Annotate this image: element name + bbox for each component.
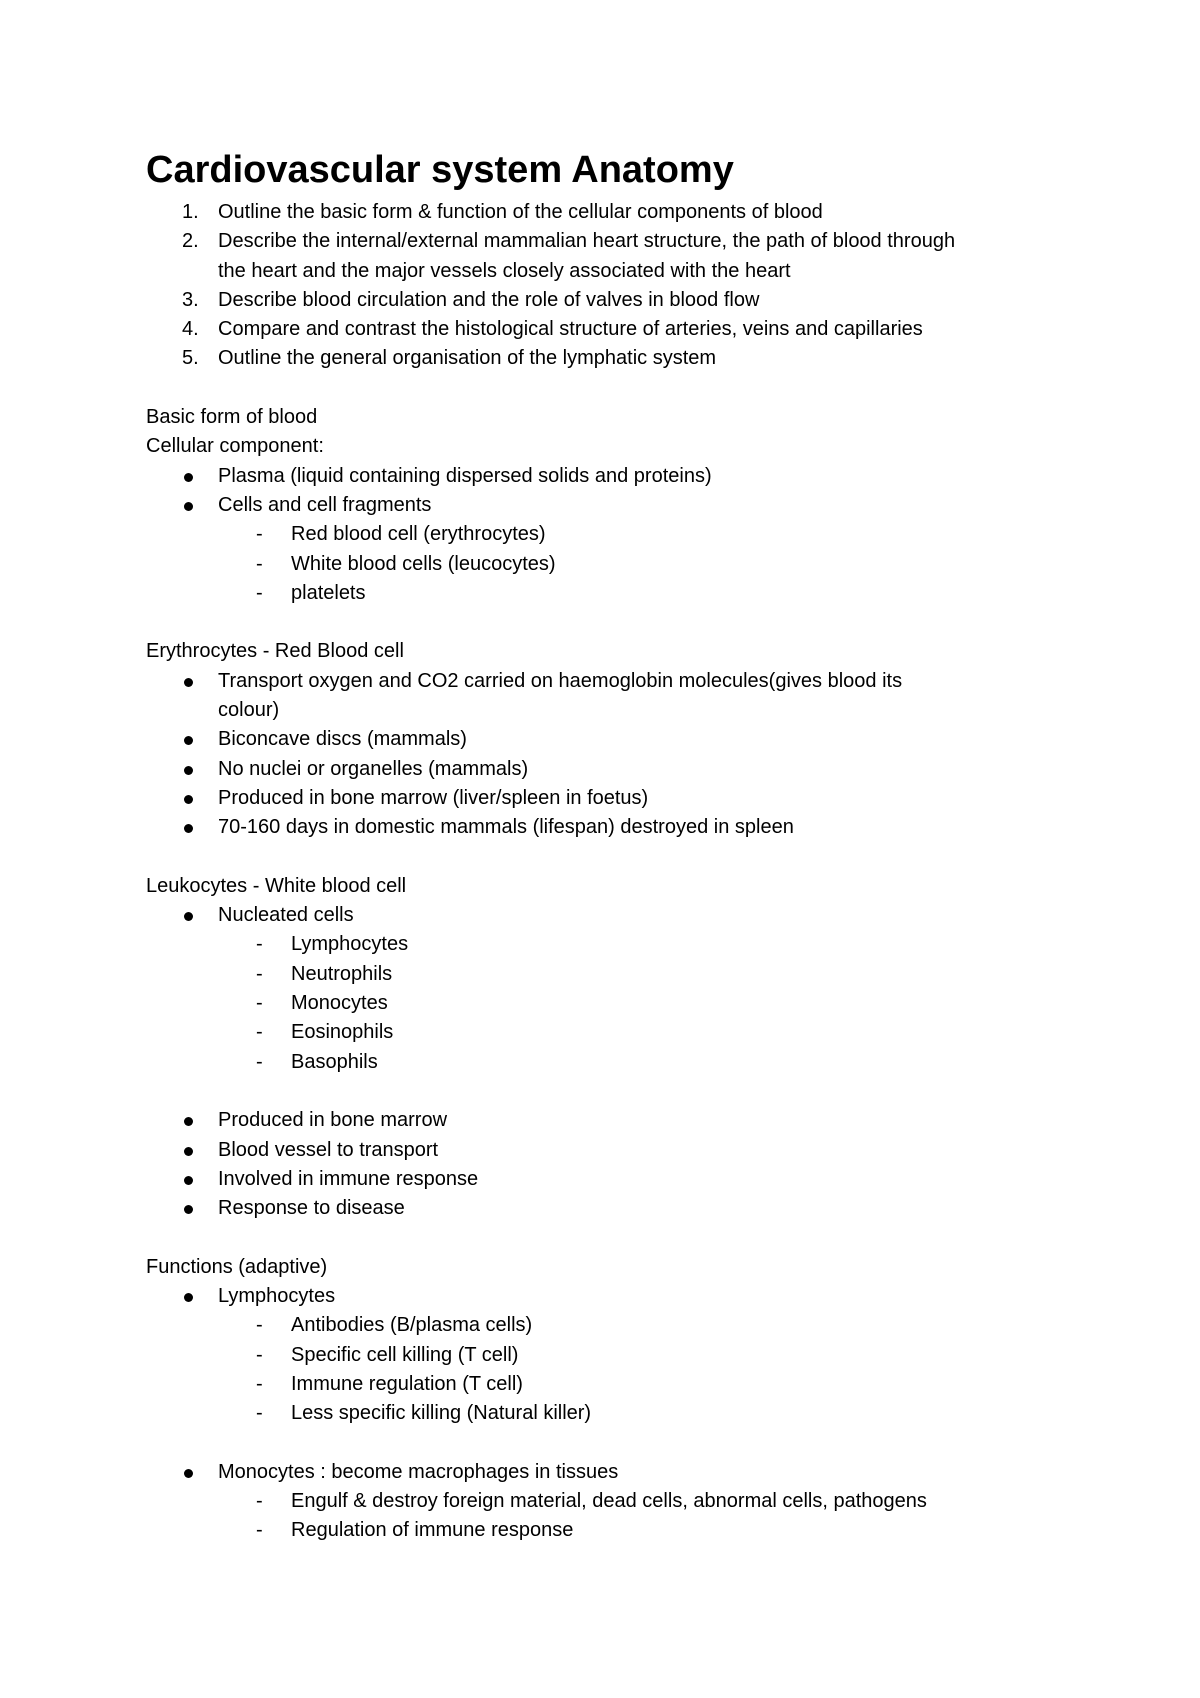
bullet-text: Response to disease (218, 1197, 405, 1220)
bullet-item (146, 667, 1066, 696)
bullet-item (146, 725, 1066, 754)
list-number: 2. (182, 230, 199, 253)
section-heading: Leukocytes - White blood cell (146, 874, 407, 897)
spacer (146, 843, 1066, 872)
section-heading: Erythrocytes - Red Blood cell (146, 640, 404, 663)
spacer (146, 1428, 1066, 1457)
objective-text: Outline the general organisation of the lymphatic system (218, 347, 717, 370)
sub-item (146, 1516, 1066, 1545)
dash-marker: - (256, 992, 263, 1015)
bullet-text: Involved in immune response (218, 1167, 479, 1190)
bullet-item (146, 1106, 1066, 1135)
bullet-icon (184, 1282, 193, 1311)
spacer (146, 608, 1066, 637)
sub-item-text: Eosinophils (291, 1021, 394, 1044)
bullet-icon (184, 1165, 193, 1194)
sub-item-text: Specific cell killing (T cell) (291, 1343, 519, 1366)
sub-item (146, 989, 1066, 1018)
dash-marker: - (256, 581, 263, 604)
bullet-icon (184, 755, 193, 784)
objective-item (146, 227, 1066, 256)
bullet-item (146, 491, 1066, 520)
bullet-text: 70-160 days in domestic mammals (lifespan) destroyed in spleen (218, 816, 794, 839)
dash-marker: - (256, 552, 263, 575)
bullet-icon (184, 1458, 193, 1487)
bullet-icon (184, 725, 193, 754)
sub-item-text: White blood cells (leucocytes) (291, 552, 556, 575)
bullet-text: colour) (218, 699, 280, 722)
dash-marker: - (256, 1519, 263, 1542)
dash-marker: - (256, 1490, 263, 1513)
spacer (146, 1223, 1066, 1252)
sub-item (146, 1487, 1066, 1516)
list-number: 4. (182, 318, 199, 341)
objective-text: Compare and contrast the histological structure of arteries, veins and capillaries (218, 318, 923, 341)
bullet-item (146, 901, 1066, 930)
bullet-text: Biconcave discs (mammals) (218, 728, 467, 751)
sub-item (146, 550, 1066, 579)
dash-marker: - (256, 1314, 263, 1337)
bullet-text: No nuclei or organelles (mammals) (218, 757, 529, 780)
bullet-item (146, 755, 1066, 784)
bullet-text: Produced in bone marrow (liver/spleen in foetus) (218, 786, 649, 809)
section-heading: Functions (adaptive) (146, 1255, 328, 1278)
list-number: 1. (182, 201, 199, 223)
bullet-icon (184, 1106, 193, 1135)
dash-marker: - (256, 1021, 263, 1044)
bullet-text: Produced in bone marrow (218, 1109, 448, 1132)
bullet-item (146, 1282, 1066, 1311)
sub-item (146, 579, 1066, 608)
bullet-text: Cells and cell fragments (218, 493, 432, 516)
bullet-item (146, 1458, 1066, 1487)
sub-item-text: Neutrophils (291, 962, 393, 985)
sub-item-text: Red blood cell (erythrocytes) (291, 523, 546, 546)
sub-item (146, 1341, 1066, 1370)
bullet-icon (184, 491, 193, 520)
bullet-icon (184, 667, 193, 696)
objective-item (146, 344, 1066, 373)
sub-item-text: platelets (291, 581, 366, 604)
bullet-text: Transport oxygen and CO2 carried on haemoglobin molecules(gives blood its (218, 669, 903, 692)
section-heading: Basic form of blood (146, 406, 318, 429)
objective-item (146, 198, 1066, 227)
bullet-text: Plasma (liquid containing dispersed solids and proteins) (218, 464, 712, 487)
dash-marker: - (256, 1343, 263, 1366)
list-number: 3. (182, 288, 199, 311)
sub-item (146, 1311, 1066, 1340)
objective-text: Describe blood circulation and the role of valves in blood flow (218, 288, 760, 311)
sub-item (146, 520, 1066, 549)
bullet-text: Monocytes : become macrophages in tissues (218, 1460, 619, 1483)
sub-item-text: Regulation of immune response (291, 1519, 574, 1542)
sub-item (146, 1018, 1066, 1047)
sub-item-text: Less specific killing (Natural killer) (291, 1402, 592, 1425)
objective-text: Describe the internal/external mammalian heart structure, the path of blood through (218, 230, 956, 253)
bullet-icon (184, 784, 193, 813)
objective-item (146, 286, 1066, 315)
page-title: Cardiovascular system Anatomy (146, 149, 734, 191)
sub-item (146, 1399, 1066, 1428)
bullet-icon (184, 462, 193, 491)
section-subheading: Cellular component: (146, 435, 324, 458)
bullet-item (146, 784, 1066, 813)
sub-item-text: Immune regulation (T cell) (291, 1372, 523, 1395)
bullet-icon (184, 901, 193, 930)
dash-marker: - (256, 1402, 263, 1425)
objectives-list (146, 198, 1066, 374)
bullet-icon (184, 1136, 193, 1165)
dash-marker: - (256, 1050, 263, 1073)
bullet-item (146, 1136, 1066, 1165)
sub-item-text: Basophils (291, 1050, 378, 1073)
dash-marker: - (256, 933, 263, 956)
objective-text: the heart and the major vessels closely associated with the heart (218, 259, 791, 282)
bullet-item (146, 462, 1066, 491)
sub-item-text: Antibodies (B/plasma cells) (291, 1314, 533, 1337)
dash-marker: - (256, 1372, 263, 1395)
sub-item-text: Monocytes (291, 992, 388, 1015)
bullet-icon (184, 813, 193, 842)
objective-continuation (146, 257, 1066, 286)
sub-item-text: Engulf & destroy foreign material, dead cells, abnormal cells, pathogens (291, 1490, 927, 1513)
spacer (146, 1077, 1066, 1106)
bullet-item (146, 813, 1066, 842)
bullet-text: Lymphocytes (218, 1284, 336, 1307)
bullet-item (146, 1165, 1066, 1194)
dash-marker: - (256, 523, 263, 546)
sub-item-text: Lymphocytes (291, 933, 409, 956)
bullet-text: Nucleated cells (218, 904, 354, 927)
bullet-continuation (146, 696, 1066, 725)
sub-item (146, 1370, 1066, 1399)
list-number: 5. (182, 347, 199, 370)
objective-item (146, 315, 1066, 344)
spacer (146, 374, 1066, 403)
document-content (146, 198, 1066, 1546)
bullet-item (146, 1194, 1066, 1223)
sub-item (146, 930, 1066, 959)
sub-item (146, 960, 1066, 989)
sub-item (146, 1048, 1066, 1077)
bullet-icon (184, 1194, 193, 1223)
bullet-text: Blood vessel to transport (218, 1138, 439, 1161)
dash-marker: - (256, 962, 263, 985)
objective-text: Outline the basic form & function of the cellular components of blood (218, 201, 823, 223)
